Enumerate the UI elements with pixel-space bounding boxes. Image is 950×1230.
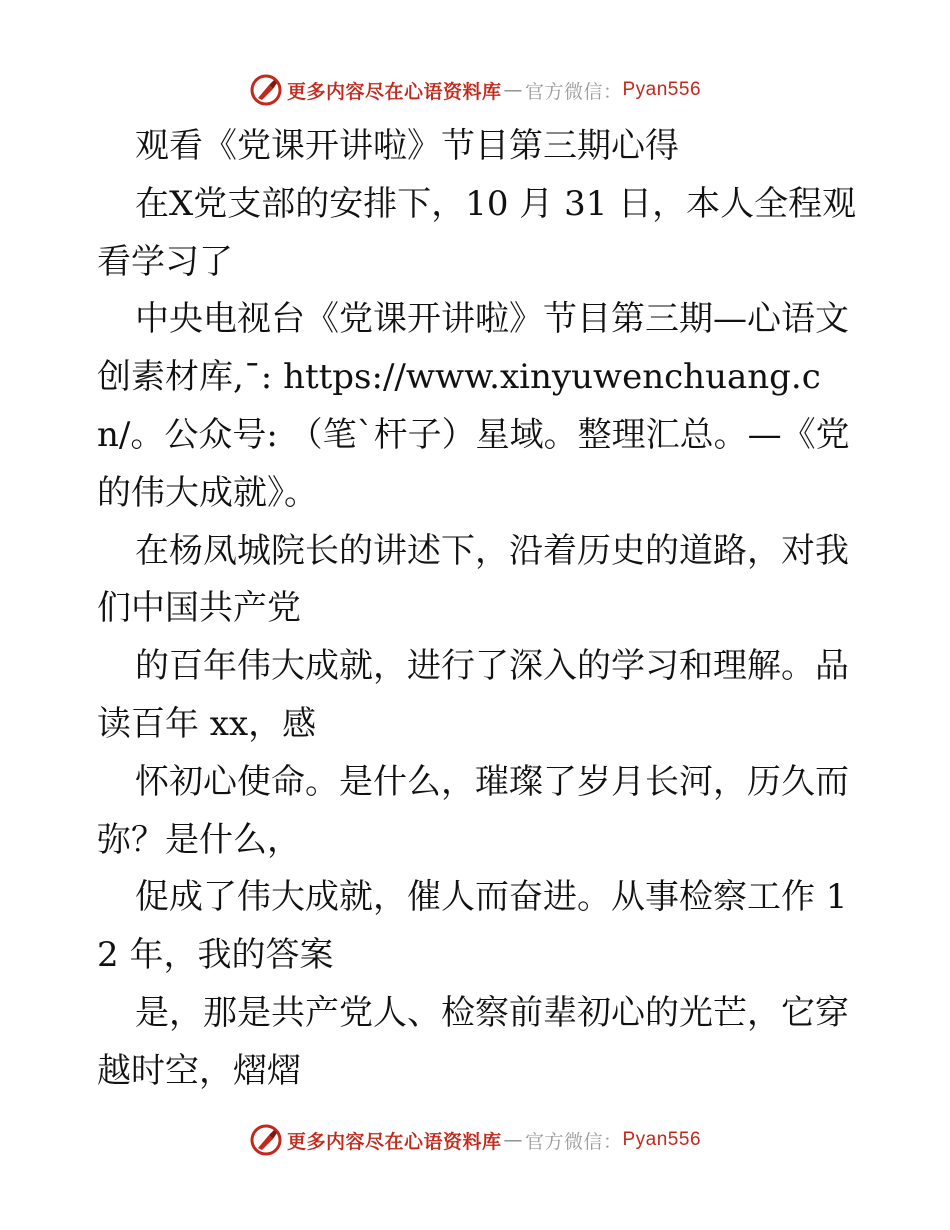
banner-brand-text: 更多内容尽在心语资料库 [286,80,502,103]
header-banner [0,70,950,110]
banner-wechat-label: 官方微信： [524,80,623,103]
paragraph: 促成了伟大成就，催人而奋进。从事检察工作 12 年，我的答案 [97,877,848,976]
document-body [97,118,857,1101]
paragraph: 在杨凤城院长的讲述下，沿着历史的道路，对我们中国共产党 [97,530,849,629]
paragraph: 在X党支部的安排下，10 月 31 日，本人全程观看学习了 [97,183,857,282]
banner-brand-text: 更多内容尽在心语资料库 [286,1130,502,1153]
paragraph: 中央电视台《党课开讲啦》节目第三期—心语文创素材库,¯: https://www.xinyuwenchuang.cn/。公众号: （笔`杆子）星域。整理汇总。—《党的伟大成就》。 [97,299,850,513]
banner-separator: — [503,1129,523,1151]
paragraph: 是，那是共产党人、检察前辈初心的光芒，它穿越时空，熠熠 [97,992,849,1091]
banner-separator: — [503,79,523,101]
banner-wechat-label: 官方微信： [524,1130,623,1153]
paragraph: 的百年伟大成就，进行了深入的学习和理解。品读百年 xx，感 [97,646,849,744]
document-title: 观看《党课开讲啦》节目第三期心得 [135,126,679,166]
pen-nib-circle-icon [249,73,283,107]
banner-account: Pyan556 [622,79,702,100]
paragraph: 怀初心使命。是什么，璀璨了岁月长河，历久而弥？是什么， [97,761,849,860]
banner-account: Pyan556 [622,1129,702,1150]
pen-nib-circle-icon [249,1123,283,1157]
footer-banner [0,1120,950,1160]
